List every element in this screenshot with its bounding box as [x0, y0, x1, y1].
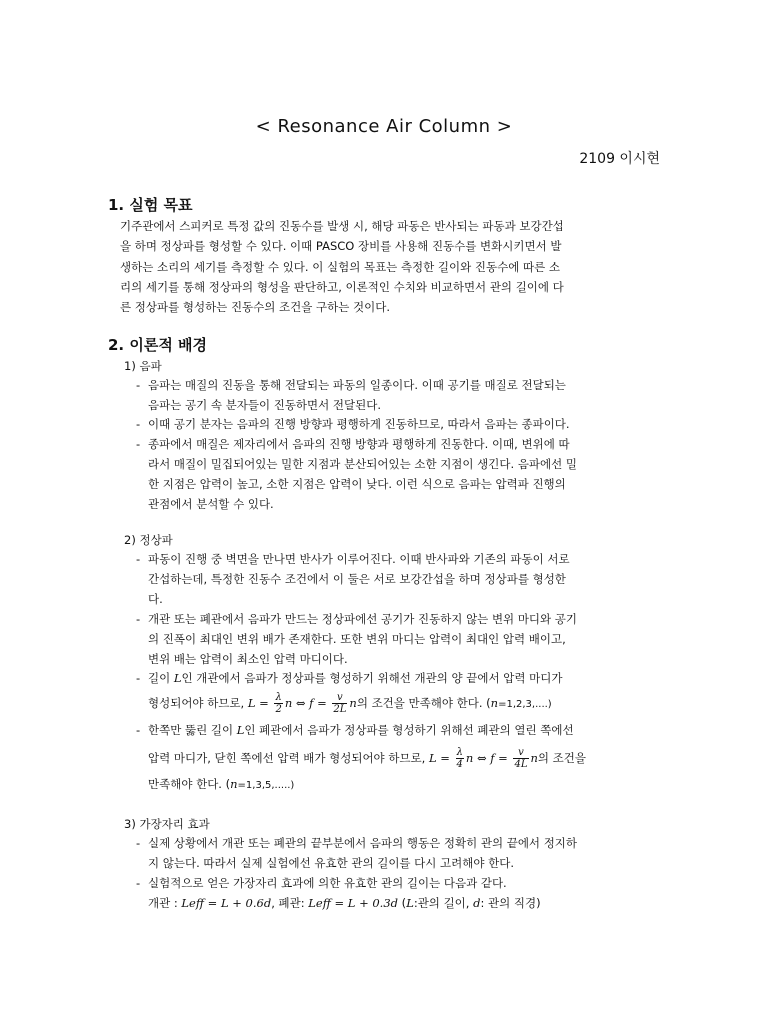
- equation-part: L =: [247, 696, 273, 710]
- bullet-item: [136, 549, 660, 609]
- equation-part: n ⇔ f =: [465, 751, 512, 765]
- math-variable: n: [230, 777, 238, 791]
- text-line: 종파에서 매질은 제자리에서 음파의 진행 방향과 평행하게 진동한다. 이때, 변위에 따: [148, 437, 570, 451]
- dash-marker: -: [136, 836, 141, 850]
- text-fragment: 형성되어야 하므로,: [148, 696, 248, 710]
- equation-closed-tube: Leff = L + 0.3d: [308, 896, 399, 910]
- math-variable: L: [173, 671, 182, 685]
- text-line: 간섭하는데, 특정한 진동수 조건에서 이 둘은 서로 보강간섭을 하며 정상파를 형성한: [148, 572, 566, 586]
- bullet-item: [136, 434, 660, 514]
- text-line: 실제 상황에서 개관 또는 폐관의 끝부분에서 음파의 행동은 정확히 관의 끝에서 정지하: [148, 836, 578, 850]
- dash-marker: -: [136, 723, 141, 737]
- text-line: 실험적으로 얻은 가장자리 효과에 의한 유효한 관의 길이는 다음과 같다.: [148, 876, 507, 890]
- text-line: 음파는 매질의 진동을 통해 전달되는 파동의 일종이다. 이때 공기를 매질로 전달되는: [148, 378, 566, 392]
- text-line: 라서 매질이 밀집되어있는 밀한 지점과 분산되어있는 소한 지점이 생긴다. 음파에선 밀: [148, 457, 578, 471]
- text-fragment: 만족해야 한다. (: [148, 777, 231, 791]
- fraction: $\frac{v}{2L}$: [333, 692, 347, 715]
- text-line: 기주관에서 스피커로 특정 값의 진동수를 발생 시, 해당 파동은 반사되는 파동과 보강간섭: [120, 219, 564, 233]
- text-line: 다.: [148, 592, 163, 606]
- dash-marker: -: [136, 552, 141, 566]
- section-1-heading: 1. 실험 목표: [108, 196, 193, 214]
- math-variable: L: [406, 896, 414, 910]
- math-variable: L: [236, 723, 245, 737]
- text-fragment: 한쪽만 뚫린 길이: [148, 723, 237, 737]
- equation-part: n ⇔ f =: [284, 696, 331, 710]
- bullet-item-open-tube: [136, 668, 660, 717]
- text-fragment: (: [398, 896, 407, 910]
- equation-open-tube: Leff = L + 0.6d: [181, 896, 272, 910]
- text-fragment: 압력 마디가, 닫힌 쪽에선 압력 배가 형성되어야 하므로,: [148, 751, 429, 765]
- text-line: 한 지점은 압력이 높고, 소한 지점은 압력이 낮다. 이런 식으로 음파는 압력파 진행의: [148, 477, 566, 491]
- section-2-heading: 2. 이론적 배경: [108, 336, 208, 354]
- fraction: $\frac{\lambda}{4}$: [456, 747, 463, 770]
- text-line: 음파는 공기 속 분자들이 진동하면서 전달된다.: [148, 398, 382, 412]
- subsection-end-effect-label: 3) 가장자리 효과: [124, 817, 210, 831]
- bullet-item: [136, 833, 660, 873]
- text-fragment: :관의 길이,: [413, 896, 474, 910]
- equation-part: n: [530, 751, 538, 765]
- text-fragment: 의 조건을 만족해야 한다. (: [356, 696, 491, 710]
- bullet-item: [136, 414, 660, 434]
- text-line: 리의 세기를 통해 정상파의 형성을 판단하고, 이론적인 수치와 비교하면서 관의 길이에 다: [120, 279, 564, 294]
- text-line: 변위 배는 압력이 최소인 압력 마디이다.: [148, 652, 348, 666]
- fraction: $\frac{\lambda}{2}$: [275, 692, 282, 715]
- equation-part: n: [349, 696, 357, 710]
- text-fragment: 인 개관에서 음파가 정상파를 형성하기 위해선 개관의 양 끝에서 압력 마디가: [181, 671, 563, 685]
- text-line: 생하는 소리의 세기를 측정할 수 있다. 이 실험의 목표는 측정한 길이와 진동수에 따른 소: [120, 259, 560, 274]
- bullet-item: [136, 609, 660, 669]
- document-title: < Resonance Air Column >: [255, 116, 513, 137]
- text-line: 이때 공기 분자는 음파의 진행 방향과 평행하게 진동하므로, 따라서 음파는 종파이다.: [148, 417, 570, 431]
- text-line: 파동이 진행 중 벽면을 만나면 반사가 이루어진다. 이때 반사파와 기존의 파동이 서로: [148, 552, 570, 566]
- text-line: 지 않는다. 따라서 실제 실험에선 유효한 관의 길이를 다시 고려해야 한다.: [148, 856, 515, 870]
- text-fragment: : 관의 직경): [480, 896, 541, 910]
- fraction: $\frac{v}{4L}$: [514, 747, 528, 770]
- equation-part: L =: [428, 751, 454, 765]
- math-variable: n: [490, 696, 499, 710]
- bullet-item-closed-tube: [136, 720, 660, 796]
- dash-marker: -: [136, 612, 141, 626]
- text-fragment: 길이: [148, 671, 174, 685]
- text-line: 른 정상파를 형성하는 진동수의 조건을 구하는 것이다.: [120, 300, 390, 315]
- dash-marker: -: [136, 437, 141, 451]
- dash-marker: -: [136, 417, 141, 431]
- dash-marker: -: [136, 378, 141, 392]
- text-fragment: 의 조건을: [537, 751, 587, 765]
- text-fragment: 개관 :: [148, 896, 182, 910]
- bullet-item-effective-length: [136, 873, 660, 913]
- section-1-paragraph: [120, 216, 660, 317]
- subsection-sound-wave-label: 1) 음파: [124, 359, 162, 373]
- text-line: 의 진폭이 최대인 변위 배가 존재한다. 또한 변위 마디는 압력이 최대인 압력 배이고,: [148, 632, 566, 646]
- text-line: 개관 또는 폐관에서 음파가 만드는 정상파에선 공기가 진동하지 않는 변위 마디와 공기: [148, 612, 578, 626]
- text-fragment: =1,2,3,....): [498, 699, 552, 710]
- text-line: 관점에서 분석할 수 있다.: [148, 497, 274, 511]
- math-variable: d: [473, 896, 481, 910]
- text-fragment: =1,3,5,.....): [237, 780, 295, 791]
- text-line: 을 하며 정상파를 형성할 수 있다. 이때 PASCO 장비를 사용해 진동수를 변화시키면서 발: [120, 239, 562, 254]
- text-fragment: 인 폐관에서 음파가 정상파를 형성하기 위해선 폐관의 열린 쪽에선: [244, 723, 574, 737]
- author-line: 2109 이시현: [579, 151, 660, 167]
- dash-marker: -: [136, 671, 141, 685]
- dash-marker: -: [136, 876, 141, 890]
- text-fragment: , 폐관:: [271, 896, 309, 910]
- subsection-standing-wave-label: 2) 정상파: [124, 533, 173, 547]
- bullet-item: [136, 375, 660, 415]
